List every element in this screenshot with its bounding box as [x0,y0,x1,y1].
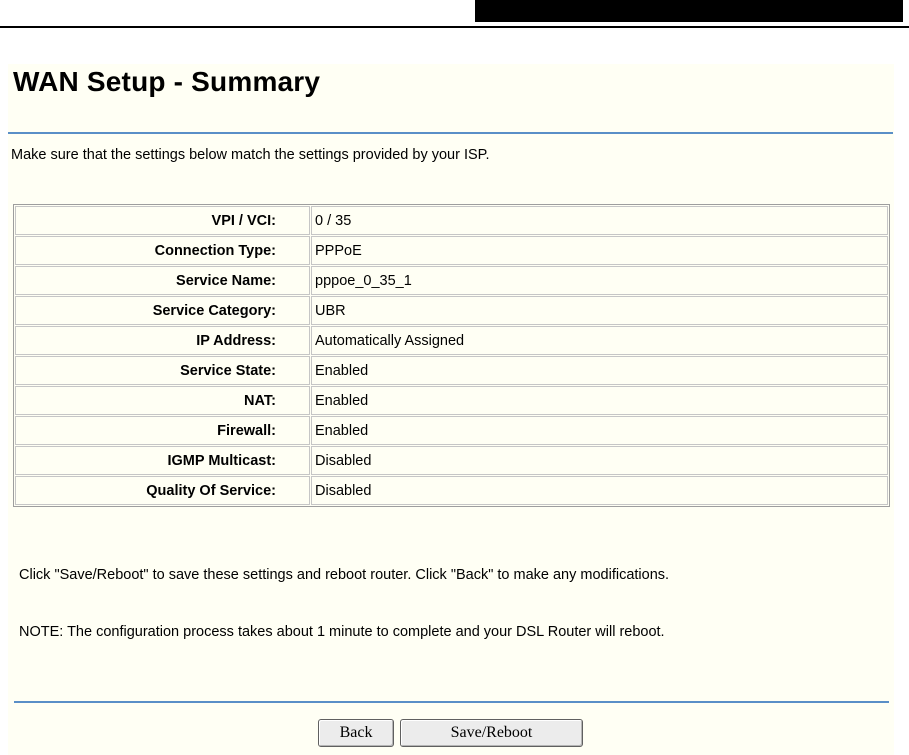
save-reboot-button[interactable]: Save/Reboot [400,719,583,747]
row-value-service-category: UBR [311,296,888,325]
row-label-nat: NAT: [15,386,310,415]
row-value-firewall: Enabled [311,416,888,445]
table-row [15,386,888,415]
row-value-service-state: Enabled [311,356,888,385]
table-row [15,356,888,385]
table-row [15,416,888,445]
row-value-quality-of-service: Disabled [311,476,888,505]
back-button[interactable]: Back [318,719,394,747]
row-value-connection-type: PPPoE [311,236,888,265]
table-row [15,266,888,295]
row-label-service-name: Service Name: [15,266,310,295]
row-label-vpi-vci: VPI / VCI: [15,206,310,235]
row-label-connection-type: Connection Type: [15,236,310,265]
row-label-quality-of-service: Quality Of Service: [15,476,310,505]
table-row [15,296,888,325]
title-divider [8,132,893,134]
footer-divider [14,701,889,703]
note-text: NOTE: The configuration process takes about 1 minute to complete and your DSL Router will reboot. [19,624,665,640]
button-bar [0,719,909,747]
table-row [15,326,888,355]
row-label-service-category: Service Category: [15,296,310,325]
summary-table [13,204,890,507]
header-black-bar [475,0,903,22]
header-rule [0,26,909,28]
instructions-text: Click "Save/Reboot" to save these settings and reboot router. Click "Back" to make any modifications. [19,567,670,583]
table-row [15,446,888,475]
table-row [15,236,888,265]
intro-text: Make sure that the settings below match the settings provided by your ISP. [11,147,490,163]
row-label-service-state: Service State: [15,356,310,385]
row-value-igmp-multicast: Disabled [311,446,888,475]
row-label-igmp-multicast: IGMP Multicast: [15,446,310,475]
row-value-service-name: pppoe_0_35_1 [311,266,888,295]
row-label-firewall: Firewall: [15,416,310,445]
row-value-vpi-vci: 0 / 35 [311,206,888,235]
row-label-ip-address: IP Address: [15,326,310,355]
table-row [15,206,888,235]
row-value-nat: Enabled [311,386,888,415]
page-title: WAN Setup - Summary [13,66,321,97]
row-value-ip-address: Automatically Assigned [311,326,888,355]
table-row [15,476,888,505]
